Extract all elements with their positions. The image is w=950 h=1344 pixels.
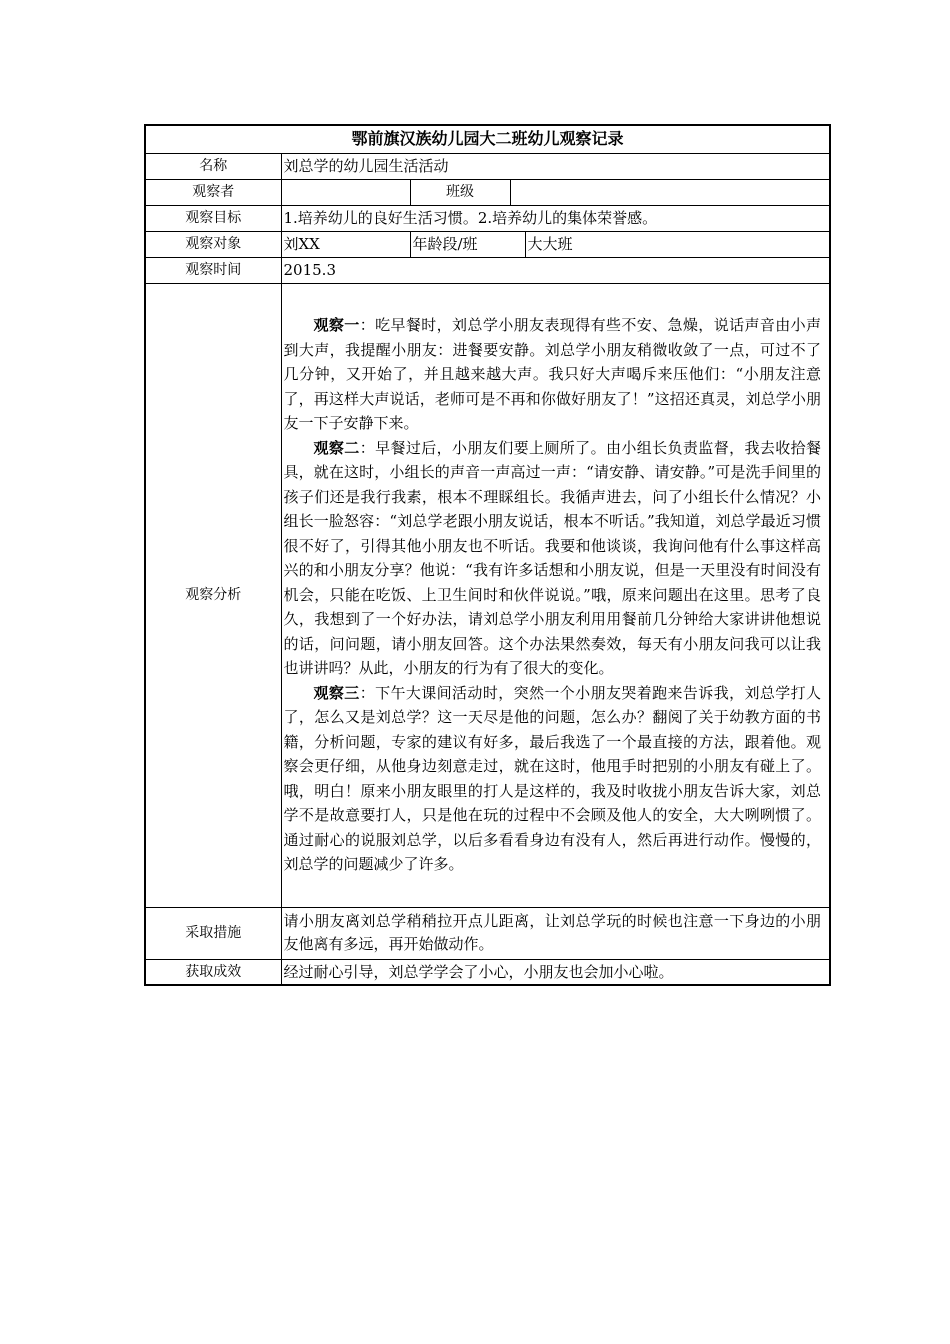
measures-label: 采取措施 [145, 907, 281, 959]
class-label: 班级 [410, 179, 510, 205]
goal-label: 观察目标 [145, 205, 281, 231]
observer-label: 观察者 [145, 179, 281, 205]
name-label: 名称 [145, 153, 281, 179]
measures-value: 请小朋友离刘总学稍稍拉开点儿距离，让刘总学玩的时候也注意一下身边的小朋友他离有多远，再开始做动作。 [281, 907, 830, 959]
observation-table [144, 124, 831, 986]
result-value: 经过耐心引导，刘总学学会了小心，小朋友也会加小心啦。 [281, 959, 830, 985]
analysis-label: 观察分析 [145, 283, 281, 907]
record-title: 鄂前旗汉族幼儿园大二班幼儿观察记录 [145, 125, 830, 153]
analysis-heading-2: 观察二 [313, 438, 360, 457]
analysis-content [281, 283, 830, 907]
analysis-paragraph-3 [284, 681, 822, 877]
age-value: 大大班 [525, 231, 830, 257]
analysis-text-3: ：下午大课间活动时，突然一个小朋友哭着跑来告诉我，刘总学打人了，怎么又是刘总学？这一天尽是他的问题，怎么办？翻阅了关于幼教方面的书籍，分析问题，专家的建议有好多，最后我选了一个最直接的方法，跟着他。观察会更仔细，从他身边刻意走过，就在这时，他甩手时把别的小朋友有碰上了。哦，明白！原来小朋友眼里的打人是这样的，我及时收拢小朋友告诉大家，刘总学不是故意要打人，只是他在玩的过程中不会顾及他人的安全，大大咧咧惯了。通过耐心的说服刘总学，以后多看看身边有没有人，然后再进行动作。慢慢的，刘总学的问题减少了许多。 [283, 683, 822, 874]
name-value: 刘总学的幼儿园生活活动 [281, 153, 830, 179]
analysis-paragraph-2 [284, 436, 822, 681]
analysis-text-1: ：吃早餐时，刘总学小朋友表现得有些不安、急燥，说话声音由小声到大声，我提醒小朋友：进餐要安静。刘总学小朋友稍微收敛了一点，可过不了几分钟，又开始了，并且越来越大声。我只好大声喝斥来压他们：“小朋友注意了，再这样大声说话，老师可是不再和你做好朋友了！”这招还真灵，刘总学小朋友一下子安静下来。 [283, 316, 822, 433]
time-value: 2015.3 [281, 257, 830, 283]
observation-record-sheet [144, 124, 829, 986]
analysis-paragraph-1 [284, 313, 822, 436]
subject-label: 观察对象 [145, 231, 281, 257]
goal-value: 1.培养幼儿的良好生活习惯。2.培养幼儿的集体荣誉感。 [281, 205, 830, 231]
analysis-text-2: ：早餐过后，小朋友们要上厕所了。由小组长负责监督，我去收拾餐具，就在这时，小组长的声音一声高过一声：“请安静、请安静。”可是洗手间里的孩子们还是我行我素，根本不理睬组长。我循声进去，问了小组长什么情况？小组长一脸怒容：“刘总学老跟小朋友说话，根本不听话。”我知道，刘总学最近习惯很不好了，引得其他小朋友也不听话。我要和他谈谈，我询问他有什么事这样高兴的和小朋友分享？他说：“我有许多话想和小朋友说，但是一天里没有时间没有机会，只能在吃饭、上卫生间时和伙伴说说。”哦，原来问题出在这里。思考了良久，我想到了一个好办法，请刘总学小朋友利用用餐前几分钟给大家讲讲他想说的话，问问题，请小朋友回答。这个办法果然奏效，每天有小朋友问我可以让我也讲讲吗？从此，小朋友的行为有了很大的变化。 [283, 438, 822, 678]
analysis-heading-3: 观察三 [313, 683, 360, 702]
class-value [510, 179, 830, 205]
result-label: 获取成效 [145, 959, 281, 985]
subject-value: 刘XX [281, 231, 410, 257]
age-label: 年龄段/班 [410, 231, 525, 257]
time-label: 观察时间 [145, 257, 281, 283]
analysis-heading-1: 观察一 [313, 316, 360, 335]
observer-value [281, 179, 410, 205]
